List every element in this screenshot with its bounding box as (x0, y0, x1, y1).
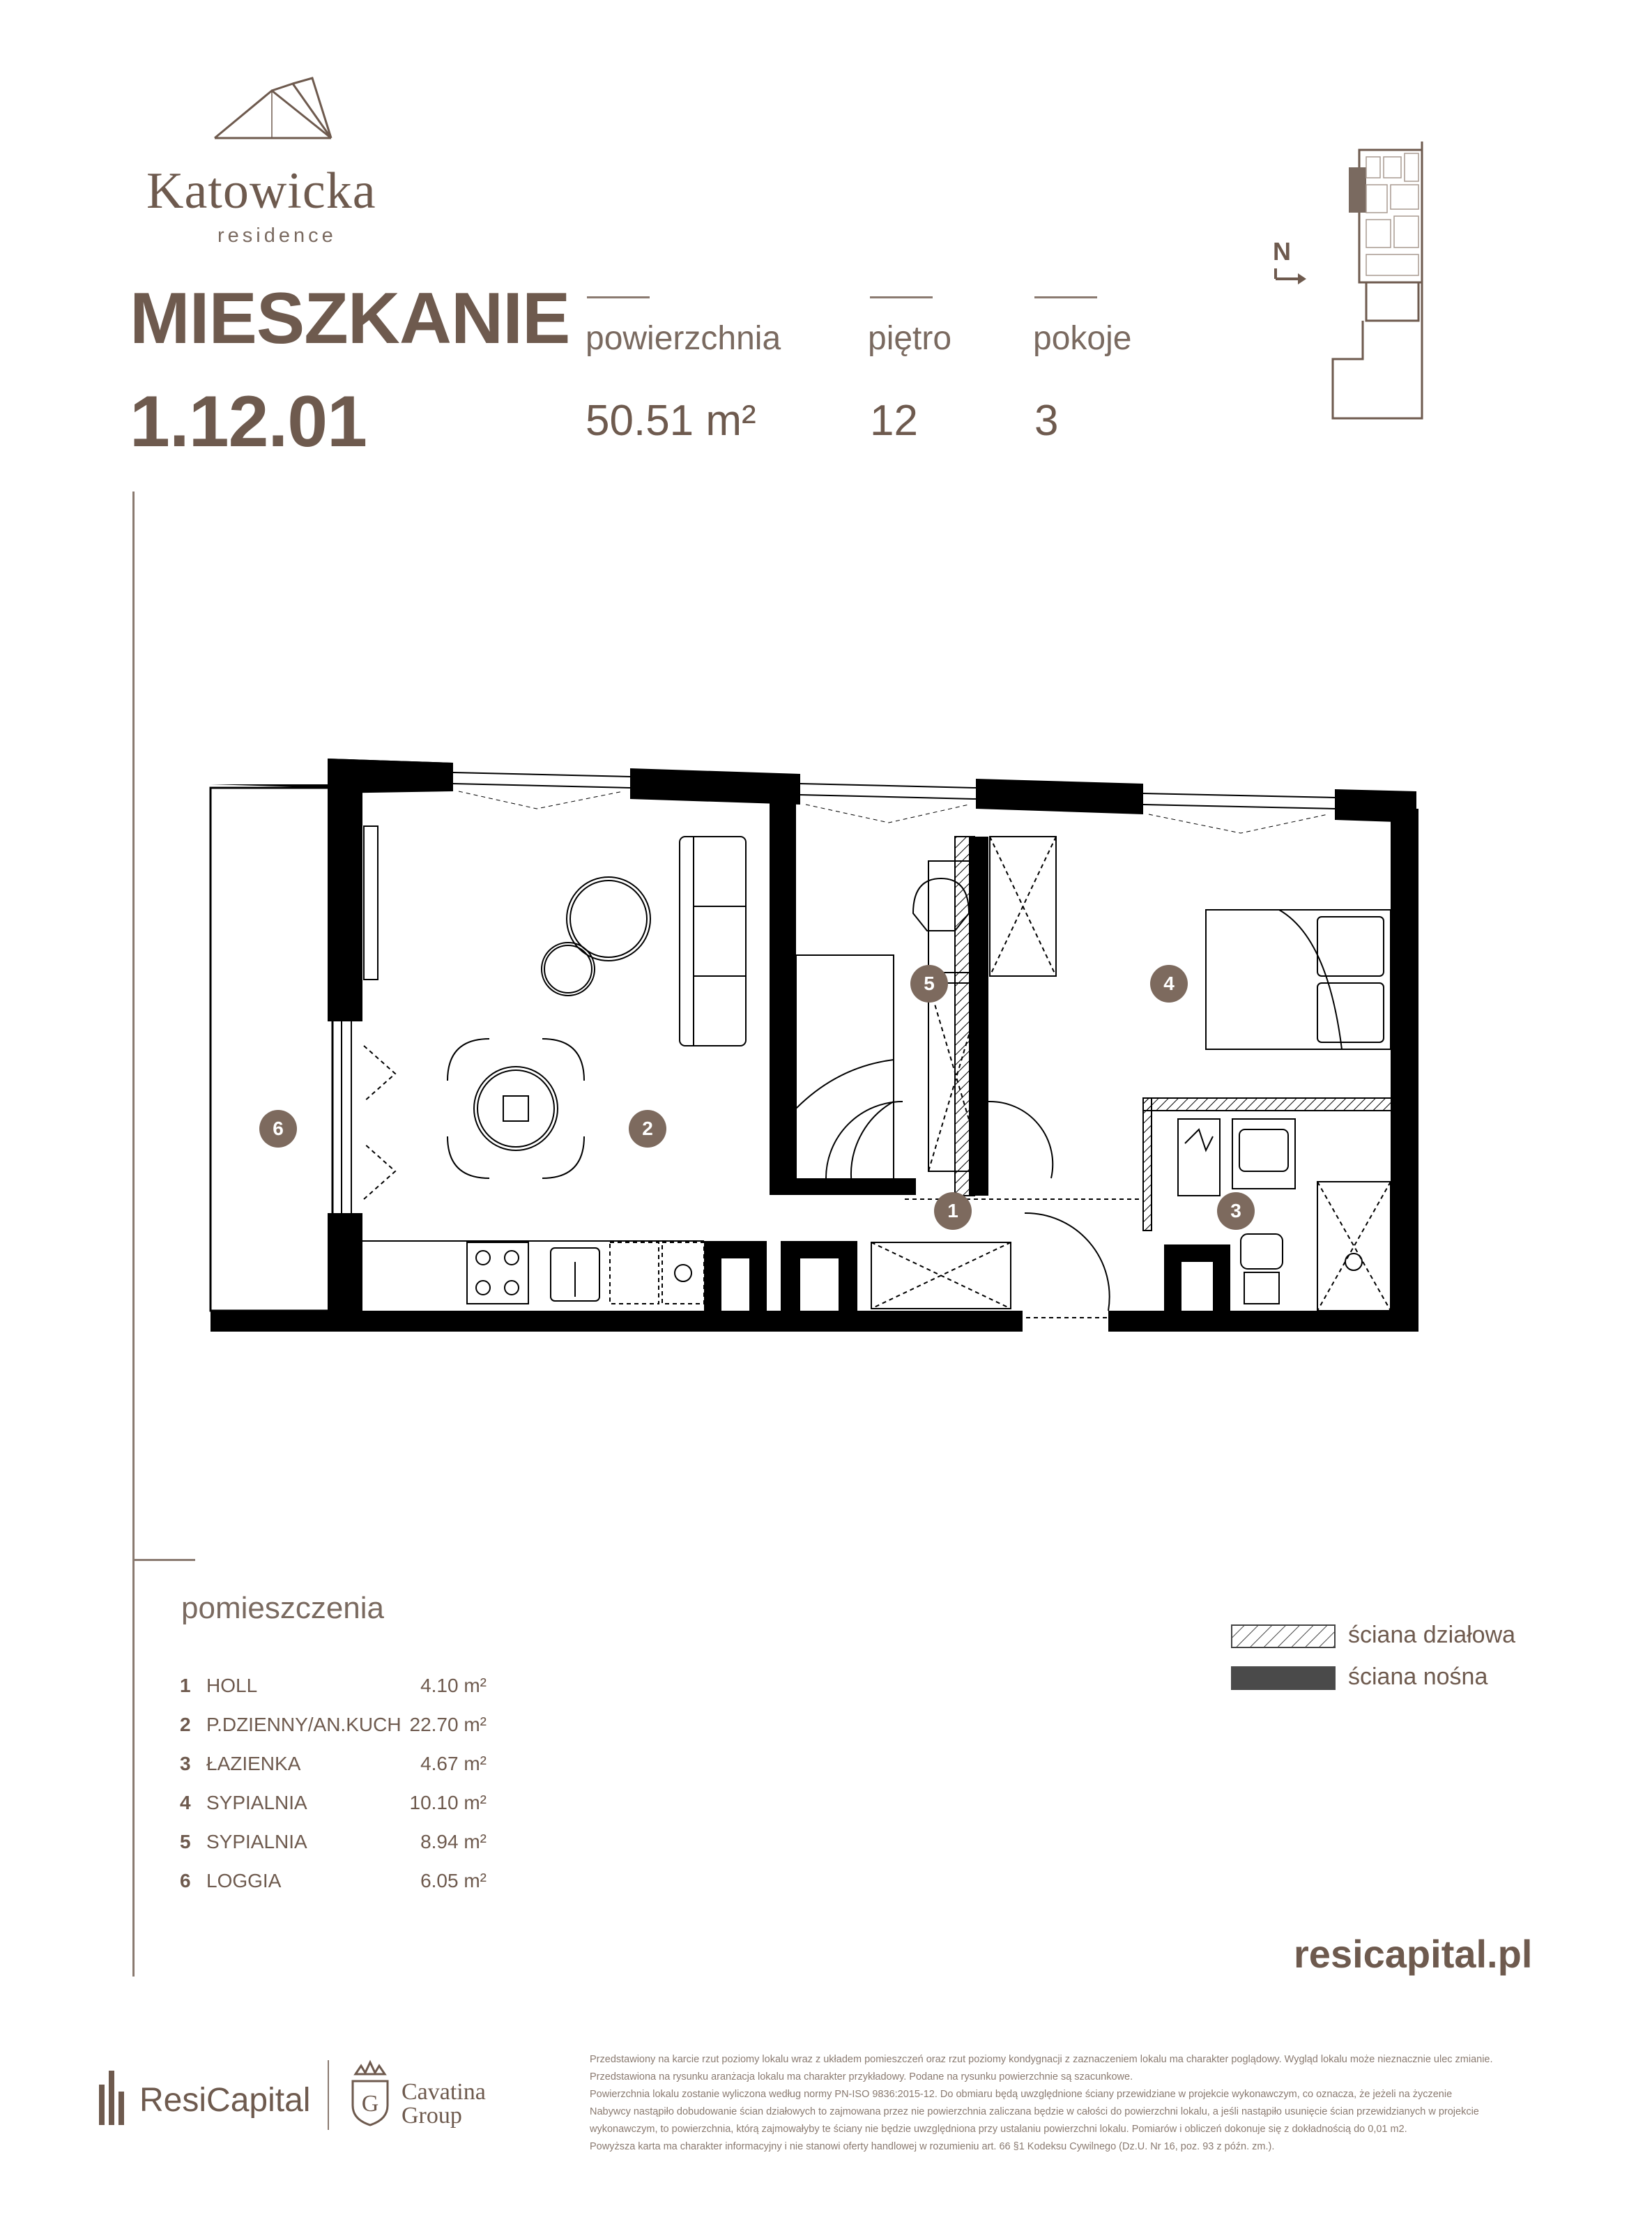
resicapital-logo-text: ResiCapital (139, 2082, 311, 2119)
cavatina-logo-text: Cavatina (401, 2079, 486, 2105)
apartment-title: MIESZKANIE (130, 278, 570, 359)
north-arrow-icon (1273, 265, 1308, 286)
legend-load-bearing-wall-label: ściana nośna (1348, 1663, 1488, 1690)
room-num: 6 (180, 1870, 191, 1891)
katowicka-logo-icon (209, 77, 335, 143)
room-num: 4 (180, 1792, 191, 1813)
room-num: 3 (180, 1753, 191, 1774)
stat-rule (587, 296, 650, 298)
brand-subtitle: residence (217, 224, 337, 247)
disclaimer-line: Przedstawiona na rysunku aranżacja lokalu ma charakter przykładowy. Podane na rysunku powierzchnie są szacunkowe. (590, 2071, 1133, 2082)
disclaimer (590, 2051, 1496, 2156)
room-name: LOGGIA (206, 1870, 282, 1891)
disclaimer-line: Powyższa karta ma charakter informacyjny i nie stanowi oferty handlowej w rozumieniu art. 66 §1 Kodeksu Cywilnego (Dz.U. Nr 16, poz. 93 z późn. zm.). (590, 2141, 1275, 2152)
legend-partition-wall-swatch (1231, 1624, 1336, 1648)
floor-plan (202, 753, 1429, 1332)
stat-value-rooms: 3 (1034, 397, 1059, 445)
list-item (180, 1675, 487, 1703)
apartment-number: 1.12.01 (130, 381, 367, 462)
stat-rule (1034, 296, 1097, 298)
svg-text:G: G (361, 2091, 379, 2117)
room-badge-4: 4 (1150, 965, 1188, 1003)
room-name: ŁAZIENKA (206, 1753, 301, 1774)
list-item (180, 1792, 487, 1820)
room-name: HOLL (206, 1675, 258, 1696)
room-badge-5: 5 (910, 965, 948, 1003)
room-num: 2 (180, 1714, 191, 1735)
list-item (180, 1714, 487, 1742)
building-key-plan (1324, 136, 1436, 429)
room-num: 1 (180, 1675, 191, 1696)
disclaimer-line: Powierzchnia lokalu zostanie wyliczona według normy PN-ISO 9836:2015-12. Do obmiaru będą uwzględnione ściany przewidziane w projekcie wykonawczym, co oznacza, że jeżeli na życzenie (590, 2089, 1453, 2100)
footer-divider (328, 2060, 329, 2130)
room-num: 5 (180, 1831, 191, 1852)
room-area: 10.10 m² (409, 1792, 487, 1813)
list-item (180, 1753, 487, 1781)
stat-rule (870, 296, 933, 298)
cavatina-logo-subtext: Group (401, 2103, 462, 2129)
left-rule (132, 492, 135, 1977)
room-area: 4.10 m² (420, 1675, 487, 1696)
room-area: 6.05 m² (420, 1870, 487, 1891)
website-link[interactable]: resicapital.pl (1294, 1932, 1533, 1976)
resicapital-logo-icon (98, 2064, 132, 2126)
room-area: 22.70 m² (409, 1714, 487, 1735)
stat-value-floor: 12 (870, 397, 918, 445)
stat-label-area: powierzchnia (586, 320, 781, 357)
room-badge-3: 3 (1217, 1192, 1255, 1230)
legend-partition-wall-label: ściana działowa (1348, 1622, 1516, 1648)
room-area: 4.67 m² (420, 1753, 487, 1774)
disclaimer-line: Przedstawiony na karcie rzut poziomy lokalu wraz z układem pomieszczeń oraz rzut poziomy kondygnacji z zaznaczeniem lokalu ma charakter poglądowy. Wygląd lokalu może nieznacznie ulec zmianie. (590, 2054, 1493, 2065)
room-name: P.DZIENNY/AN.KUCH (206, 1714, 401, 1735)
stat-label-rooms: pokoje (1033, 320, 1132, 357)
cavatina-crest-icon (349, 2057, 392, 2126)
room-name: SYPIALNIA (206, 1792, 307, 1813)
room-badge-2: 2 (629, 1110, 666, 1148)
room-area: 8.94 m² (420, 1831, 487, 1852)
list-item (180, 1831, 487, 1859)
rooms-rule (132, 1559, 195, 1561)
disclaimer-line: Nabywcy nastąpiło dobudowanie ścian działowych to zajmowana przez nie powierzchnia zaliczana będzie w całości do powierzchni lokalu, a jeśli nastąpiło usunięcie ścian przewidzianych w projekcie (590, 2106, 1479, 2117)
room-name: SYPIALNIA (206, 1831, 307, 1852)
legend-load-bearing-wall-swatch (1231, 1666, 1336, 1690)
stat-label-floor: piętro (868, 320, 952, 357)
room-badge-6: 6 (259, 1110, 297, 1148)
room-badge-1: 1 (934, 1192, 972, 1230)
rooms-heading: pomieszczenia (181, 1591, 385, 1625)
brand-name: Katowicka (146, 162, 376, 220)
list-item (180, 1870, 487, 1898)
stat-value-area: 50.51 m² (586, 397, 756, 445)
disclaimer-line: wykonawczym, to powierzchnia, którą zajmowałyby te ściany nie będzie uwzględniona przy ustalaniu powierzchni lokalu. Pomiarów i obliczeń dokonuje się z dokładnością do 0,01 m2. (590, 2124, 1407, 2135)
north-label: N (1273, 237, 1291, 266)
